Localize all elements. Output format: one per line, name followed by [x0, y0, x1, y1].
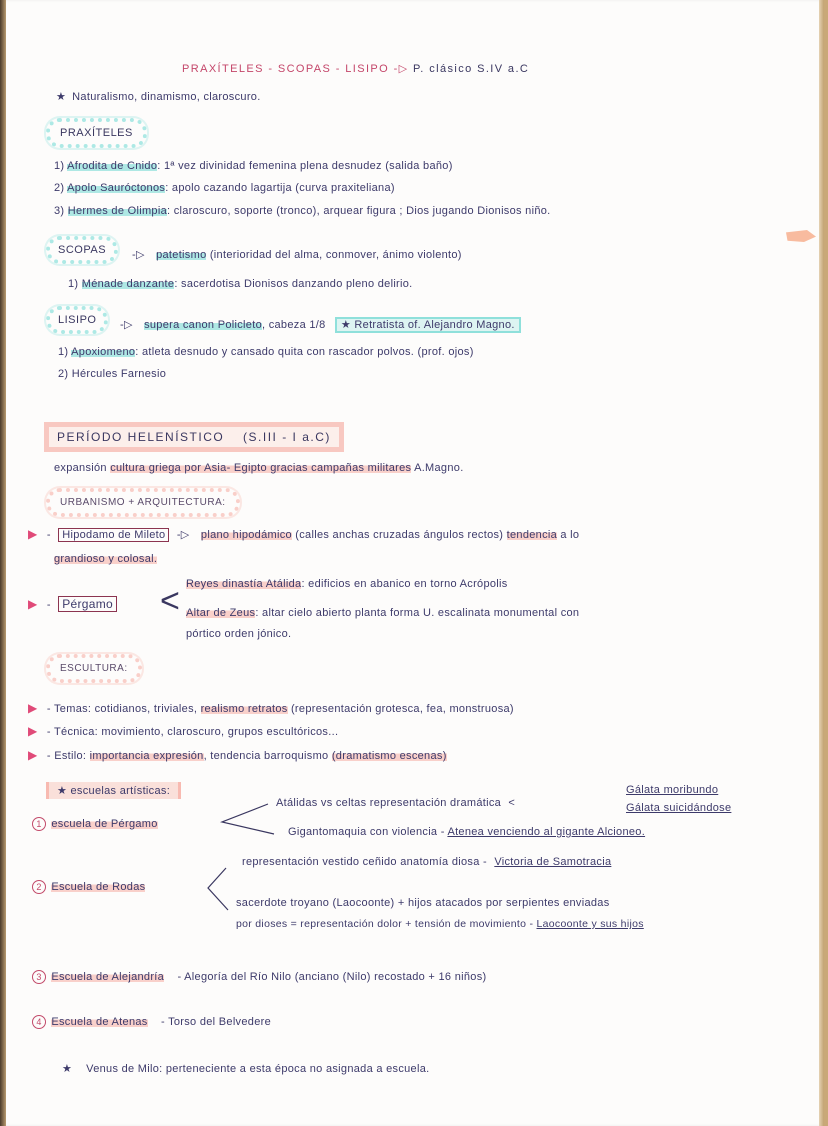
footnote-text: Venus de Milo: perteneciente a esta época no asignada a escuela.: [86, 1063, 430, 1075]
branch-text: por dioses = representación dolor + tensión de movimiento -: [236, 918, 534, 930]
canon: supera canon Policleto: [144, 319, 262, 331]
scopas-concept-line: [132, 248, 462, 261]
work-desc: : 1ª vez divinidad femenina plena desnudez (salida baño): [157, 160, 453, 172]
escultura-heading: ESCULTURA:: [46, 654, 142, 683]
urbanismo-heading: URBANISMO + ARQUITECTURA:: [46, 488, 240, 517]
desc-post: (representación grotesca, fea, monstruosa): [290, 703, 514, 715]
school-desc: - Alegoría del Río Nilo (anciano (Nilo) recostado + 16 niños): [177, 971, 487, 983]
page-title: [182, 62, 529, 75]
work-name: Hércules Farnesio: [71, 368, 167, 380]
label: - Técnica: [46, 726, 95, 738]
intro-post: A.Magno.: [414, 462, 464, 474]
plan-desc: (calles anchas cruzadas ángulos rectos): [295, 529, 504, 541]
heading-dates: (S.III - I a.C): [243, 430, 331, 444]
school-label: Escuela de Rodas: [51, 881, 146, 893]
school-desc: - Torso del Belvedere: [160, 1016, 271, 1028]
branch-lines-icon: [218, 800, 278, 840]
escuela-rodas: [32, 880, 145, 894]
item-desc: pórtico orden jónico.: [186, 628, 292, 640]
highlight-2: (dramatismo escenas): [331, 750, 447, 762]
praxiteles-item-1: [54, 160, 453, 172]
arrow-icon: -▷: [132, 249, 145, 261]
desc: : movimiento, claroscuro, grupos escultóricos...: [94, 726, 339, 738]
escuela-atenas: [32, 1015, 271, 1029]
intro-pre: expansión: [54, 462, 107, 474]
brace-left-icon: <: [160, 582, 180, 620]
hipodamo-label: Hipodamo de Mileto: [58, 528, 169, 542]
branch-text: Gigantomaquia con violencia -: [288, 826, 445, 838]
work-galata-suicidandose: Gálata suicidándose: [626, 802, 732, 814]
pergamo-line: ▶ - Pérgamo: [28, 597, 117, 611]
highlight: importancia expresión: [89, 750, 204, 762]
item-desc: : edificios en abanico en torno Acrópolis: [301, 578, 508, 590]
number-circle-icon: 4: [32, 1015, 46, 1029]
work-name: Apoxiomeno: [71, 346, 136, 358]
desc-post: , tendencia barroquismo: [203, 750, 329, 762]
work-name: Hermes de Olimpia: [67, 205, 167, 217]
pergamo-item-2: [186, 607, 579, 619]
work-desc: : claroscuro, soporte (tronco), arquear figura ; Dios jugando Dionisos niño.: [167, 205, 551, 217]
intro-highlight: cultura griega por Asia- Egipto gracias campañas militares: [110, 462, 412, 474]
plan-name: plano hipodámico: [200, 529, 292, 541]
item-name: Altar de Zeus: [186, 607, 256, 619]
scopas-heading: SCOPAS: [46, 236, 118, 264]
number-circle-icon: 3: [32, 970, 46, 984]
scopas-item-1: [68, 278, 413, 290]
work-desc: : sacerdotisa Dionisos danzando pleno delirio.: [174, 278, 413, 290]
rodas-branch-2-line-1: sacerdote troyano (Laocoonte) + hijos atacados por serpientes enviadas: [236, 897, 610, 909]
concept: patetismo: [156, 249, 207, 261]
heading-text: PERÍODO HELENÍSTICO: [57, 430, 225, 444]
brace-lines-icon: [202, 866, 232, 916]
pergamo-item-1: [186, 578, 508, 590]
desc: : cotidianos, triviales,: [87, 703, 198, 715]
school-label: Escuela de Alejandría: [51, 971, 165, 983]
escultura-tecnica: [28, 724, 338, 738]
pergamo-label: Pérgamo: [58, 596, 117, 612]
work-desc: : atleta desnudo y cansado quita con rascador polvos. (prof. ojos): [135, 346, 474, 358]
label: - Temas: [46, 703, 88, 715]
item-number: 3): [54, 205, 65, 217]
item-number: 2): [54, 182, 65, 194]
work-name: Laocoonte y sus hijos: [536, 918, 644, 930]
escultura-estilo: [28, 748, 447, 762]
branch-text: Atálidas vs celtas representación dramática: [276, 797, 502, 809]
arrow-icon: -▷: [393, 63, 409, 75]
label: - Estilo: [46, 750, 83, 762]
praxiteles-item-3: [54, 205, 551, 217]
hipodamo-line-2: [54, 553, 157, 565]
number-circle-icon: 1: [32, 817, 46, 831]
tendency: tendencia: [506, 529, 558, 541]
triangle-bullet-icon: ▶: [28, 701, 38, 715]
work-galata-moribundo: Gálata moribundo: [626, 784, 719, 796]
item-number: 1): [68, 278, 79, 290]
item-number: 2): [58, 368, 69, 380]
lisipo-item-1: [58, 346, 474, 358]
arrow-icon: -▷: [176, 529, 190, 541]
escuela-pergamo: [32, 817, 158, 831]
rodas-branch-2-line-2: [236, 918, 644, 930]
lisipo-canon-line: [120, 318, 521, 331]
portrait-note: ★ Retratista of. Alejandro Magno.: [335, 317, 521, 333]
footnote: [62, 1062, 430, 1075]
pergamo-item-3: [186, 628, 291, 640]
item-number: 1): [54, 160, 65, 172]
helenistico-intro: [54, 462, 464, 474]
star-icon: ★: [56, 91, 67, 103]
canon-rest: , cabeza 1/8: [262, 319, 326, 331]
praxiteles-heading: PRAXÍTELES: [46, 118, 147, 148]
notes-page: [6, 0, 824, 1126]
work-name: Ménade danzante: [81, 278, 175, 290]
highlight: realismo retratos: [200, 703, 288, 715]
praxiteles-item-2: [54, 182, 395, 194]
tendency-tail: a lo: [560, 529, 580, 541]
item-number: 1): [58, 346, 69, 358]
tendency-cont: grandioso y colosal.: [54, 553, 158, 565]
features-text: Naturalismo, dinamismo, claroscuro.: [72, 91, 261, 103]
escuela-alejandria: [32, 970, 486, 984]
item-name: Reyes dinastía Atálida: [186, 578, 302, 590]
pergamo-branch-1: [276, 797, 515, 809]
school-label: Escuela de Atenas: [51, 1016, 148, 1028]
branch-text: representación vestido ceñido anatomía diosa -: [242, 856, 487, 868]
work-name: Apolo Sauróctonos: [67, 182, 166, 194]
work-name: Afrodita de Cnido: [67, 160, 158, 172]
features-line: [56, 90, 261, 103]
star-icon: ★: [62, 1063, 73, 1075]
concept-desc: (interioridad del alma, conmover, ánimo violento): [209, 249, 462, 261]
desc: :: [82, 750, 87, 762]
angle-icon: <: [508, 797, 516, 809]
pergamo-branch-2: [288, 826, 645, 838]
work-name: Victoria de Samotracia: [494, 856, 612, 868]
title-sculptors: PRAXÍTELES - SCOPAS - LISIPO: [182, 63, 390, 75]
hipodamo-line: ▶ - Hipodamo de Mileto -▷ plano hipodámico (calles anchas cruzadas ángulos rectos) tendencia a lo: [28, 527, 580, 541]
rodas-branch-1: [242, 856, 611, 868]
work-desc: : apolo cazando lagartija (curva praxiteliana): [165, 182, 395, 194]
work-name: Atenea venciendo al gigante Alcioneo.: [447, 826, 646, 838]
title-period: P. clásico S.IV a.C: [412, 63, 530, 75]
arrow-icon: -▷: [120, 319, 133, 331]
triangle-bullet-icon: ▶: [28, 597, 38, 611]
number-circle-icon: 2: [32, 880, 46, 894]
triangle-bullet-icon: ▶: [28, 724, 38, 738]
escultura-temas: [28, 701, 514, 715]
triangle-bullet-icon: ▶: [28, 527, 38, 541]
escuelas-heading: ★ escuelas artísticas:: [46, 782, 181, 799]
helenistico-heading: [44, 422, 344, 452]
lisipo-heading: LISIPO: [46, 306, 108, 334]
notebook-edge-right: [819, 0, 824, 1126]
highlighter-mark: [786, 230, 816, 242]
lisipo-item-2: [58, 368, 166, 380]
school-label: escuela de Pérgamo: [51, 818, 158, 830]
item-desc: : altar cielo abierto planta forma U. escalinata monumental con: [255, 607, 580, 619]
triangle-bullet-icon: ▶: [28, 748, 38, 762]
